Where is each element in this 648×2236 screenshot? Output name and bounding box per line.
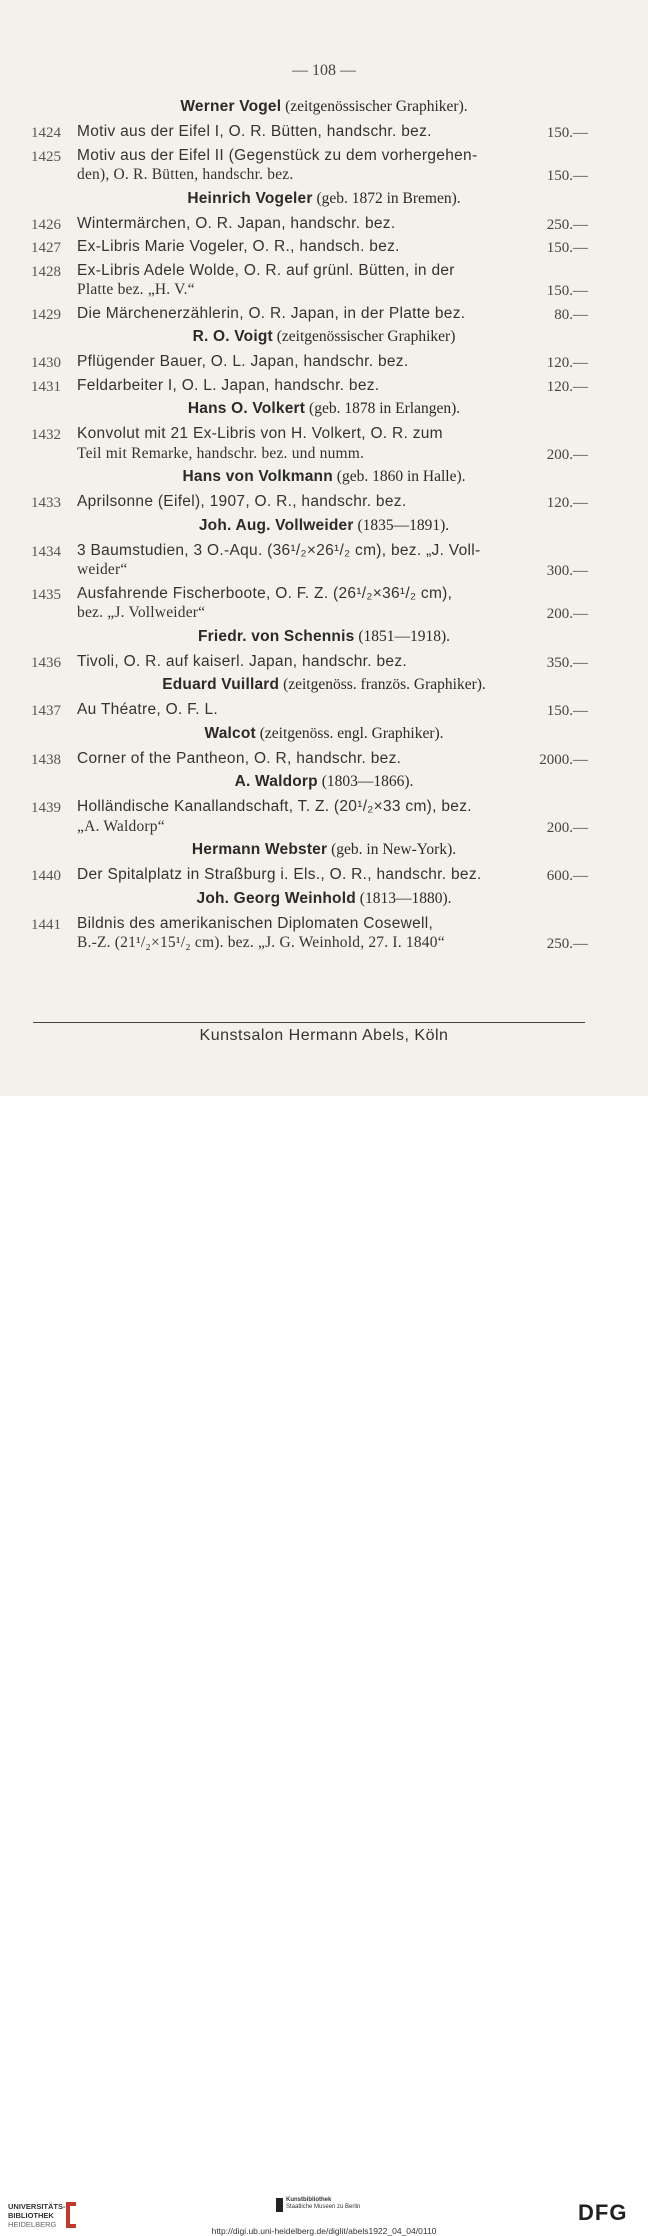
artist-heading: [0, 841, 648, 859]
artist-note: (zeitgenössischer Graphiker).: [285, 98, 468, 115]
lot-description: Ex-Libris Marie Vogeler, O. R., handsch. bez.: [77, 238, 400, 255]
footer-divider: [33, 1022, 585, 1023]
artist-note: (1851—1918).: [358, 627, 451, 645]
artist-name: Heinrich Vogeler: [187, 189, 313, 207]
lot-number: 1437: [31, 703, 61, 719]
lot-number: 1429: [31, 306, 61, 323]
permalink-url[interactable]: http://digi.ub.uni-heidelberg.de/diglit/abels1922_04_04/0110: [211, 2226, 437, 2236]
ub-logo-line: HEIDELBERG: [8, 2220, 57, 2229]
artist-name: Eduard Vuillard: [162, 676, 280, 693]
artist-heading: [0, 890, 648, 908]
lot-price: 150.—: [546, 703, 588, 719]
lot-number: 1441: [31, 916, 61, 933]
lot-price: 300.—: [546, 563, 588, 579]
kunstbibliothek-logo[interactable]: [286, 2197, 360, 2211]
lot-description: Holländische Kanallandschaft, T. Z. (20¹/₂×33 cm), bez.: [77, 798, 472, 815]
artist-name: Walcot: [204, 724, 256, 742]
artist-note: (1835—1891).: [357, 516, 450, 534]
lot-price: 150.—: [546, 283, 588, 299]
artist-name: Hans von Volkmann: [182, 468, 333, 485]
kb-logo-line: Kunstbibliothek: [286, 2197, 332, 2203]
kb-logo-line: Staatliche Museen zu Berlin: [286, 2204, 361, 2210]
page-number: — 108 —: [292, 62, 356, 79]
lot-number: 1440: [31, 868, 61, 884]
lot-description: Konvolut mit 21 Ex-Libris von H. Volkert, O. R. zum: [77, 425, 443, 442]
artist-heading: [0, 400, 648, 418]
lot-description: Ex-Libris Adele Wolde, O. R. auf grünl. Bütten, in der: [77, 261, 455, 279]
artist-note: (geb. 1872 in Bremen).: [316, 189, 461, 207]
catalog-page: [0, 0, 648, 1096]
lot-number: 1436: [31, 654, 61, 671]
artist-heading: [0, 468, 648, 486]
lot-description: B.-Z. (21¹/₂×15¹/₂ cm). bez. „J. G. Weinhold, 27. I. 1840“: [77, 934, 445, 951]
lot-price: 2000.—: [539, 751, 588, 768]
ub-logo-line: UNIVERSITÄTS-: [8, 2202, 66, 2211]
lot-description: Platte bez. „H. V.“: [77, 281, 195, 298]
lot-price: 120.—: [546, 378, 588, 395]
lot-price: 350.—: [546, 654, 588, 671]
lot-number: 1435: [31, 586, 61, 603]
artist-heading: [0, 773, 648, 791]
artist-heading: [0, 190, 648, 208]
artist-heading: [0, 628, 648, 646]
lot-description: Ausfahrende Fischerboote, O. F. Z. (26¹/₂×36¹/₂ cm),: [77, 584, 453, 602]
viewer-bottom-bar: [0, 1096, 648, 2236]
footer-publisher: Kunstsalon Hermann Abels, Köln: [199, 1027, 449, 1044]
lot-description: Wintermärchen, O. R. Japan, handschr. bez.: [77, 214, 396, 232]
lot-description: Der Spitalplatz in Straßburg i. Els., O. R., handschr. bez.: [77, 866, 482, 883]
artist-note: (geb. 1860 in Halle).: [336, 468, 466, 485]
artist-note: (zeitgenöss. französ. Graphiker).: [283, 676, 486, 693]
lot-description: Die Märchenerzählerin, O. R. Japan, in der Platte bez.: [77, 304, 466, 322]
ub-logo-line: BIBLIOTHEK: [8, 2211, 54, 2220]
artist-note: (geb. 1878 in Erlangen).: [309, 400, 461, 417]
lot-number: 1432: [31, 427, 61, 443]
lot-description: Corner of the Pantheon, O. R, handschr. bez.: [77, 749, 402, 767]
lot-description: Aprilsonne (Eifel), 1907, O. R., handschr. bez.: [77, 493, 407, 510]
lot-description: bez. „J. Vollweider“: [77, 604, 206, 621]
lot-price: 200.—: [546, 606, 588, 622]
artist-name: Friedr. von Schennis: [197, 627, 355, 645]
lot-description: 3 Baumstudien, 3 O.-Aqu. (36¹/₂×26¹/₂ cm), bez. „J. Voll-: [77, 541, 481, 559]
lot-description: Motiv aus der Eifel I, O. R. Bütten, handschr. bez.: [77, 123, 432, 140]
lot-description: weider“: [77, 561, 128, 578]
lot-description: „A. Waldorp“: [77, 817, 165, 835]
lot-description: den), O. R. Bütten, handschr. bez.: [77, 166, 294, 183]
lot-description: Teil mit Remarke, handschr. bez. und numm.: [77, 444, 365, 462]
lot-number: 1424: [31, 125, 61, 141]
artist-name: A. Waldorp: [234, 773, 318, 790]
artist-heading: [0, 517, 648, 535]
lot-number: 1433: [31, 495, 61, 511]
artist-name: Joh. Georg Weinhold: [196, 889, 356, 907]
artist-name: Werner Vogel: [180, 98, 282, 115]
lot-number: 1431: [31, 378, 61, 395]
artist-heading: [0, 98, 648, 116]
lot-price: 150.—: [546, 125, 588, 141]
lot-number: 1430: [31, 355, 61, 371]
artist-heading: [0, 676, 648, 694]
artist-note: (1813—1880).: [359, 889, 452, 907]
artist-name: Hermann Webster: [191, 841, 328, 858]
lot-number: 1428: [31, 263, 61, 280]
lot-price: 150.—: [546, 240, 588, 256]
lot-price: 120.—: [546, 495, 588, 511]
lot-number: 1426: [31, 216, 61, 233]
artist-note: (geb. in New-York).: [331, 841, 457, 858]
artist-heading: [0, 328, 648, 346]
artist-name: R. O. Voigt: [192, 328, 273, 345]
lot-number: 1425: [31, 148, 61, 165]
artist-name: Joh. Aug. Vollweider: [198, 516, 354, 534]
lot-description: Pflügender Bauer, O. L. Japan, handschr. bez.: [77, 353, 409, 370]
university-library-logo[interactable]: [8, 2202, 68, 2229]
dfg-logo[interactable]: DFG: [578, 2200, 628, 2225]
lot-price: 250.—: [546, 216, 588, 233]
lot-price: 250.—: [546, 936, 588, 952]
lot-number: 1439: [31, 800, 61, 816]
lot-description: Motiv aus der Eifel II (Gegenstück zu dem vorhergehen-: [77, 146, 478, 164]
lot-number: 1427: [31, 240, 61, 256]
artist-note: (1803—1866).: [321, 773, 414, 790]
artist-name: Hans O. Volkert: [187, 400, 306, 417]
artist-heading: [0, 725, 648, 743]
kunstbibliothek-icon: [276, 2198, 283, 2212]
artist-note: (zeitgenössischer Graphiker): [276, 328, 456, 345]
lot-price: 150.—: [546, 168, 588, 184]
lot-number: 1434: [31, 543, 61, 560]
lot-price: 80.—: [554, 306, 588, 323]
lot-price: 600.—: [546, 868, 588, 884]
artist-note: (zeitgenöss. engl. Graphiker).: [259, 724, 444, 742]
lot-description: Bildnis des amerikanischen Diplomaten Cosewell,: [77, 914, 434, 932]
lot-description: Feldarbeiter I, O. L. Japan, handschr. bez.: [77, 376, 380, 394]
lot-price: 200.—: [546, 819, 588, 836]
lot-number: 1438: [31, 751, 61, 768]
lot-price: 200.—: [546, 446, 588, 463]
lot-description: Au Théatre, O. F. L.: [77, 701, 218, 718]
lot-description: Tivoli, O. R. auf kaiserl. Japan, handschr. bez.: [77, 652, 407, 670]
lot-price: 120.—: [546, 355, 588, 371]
